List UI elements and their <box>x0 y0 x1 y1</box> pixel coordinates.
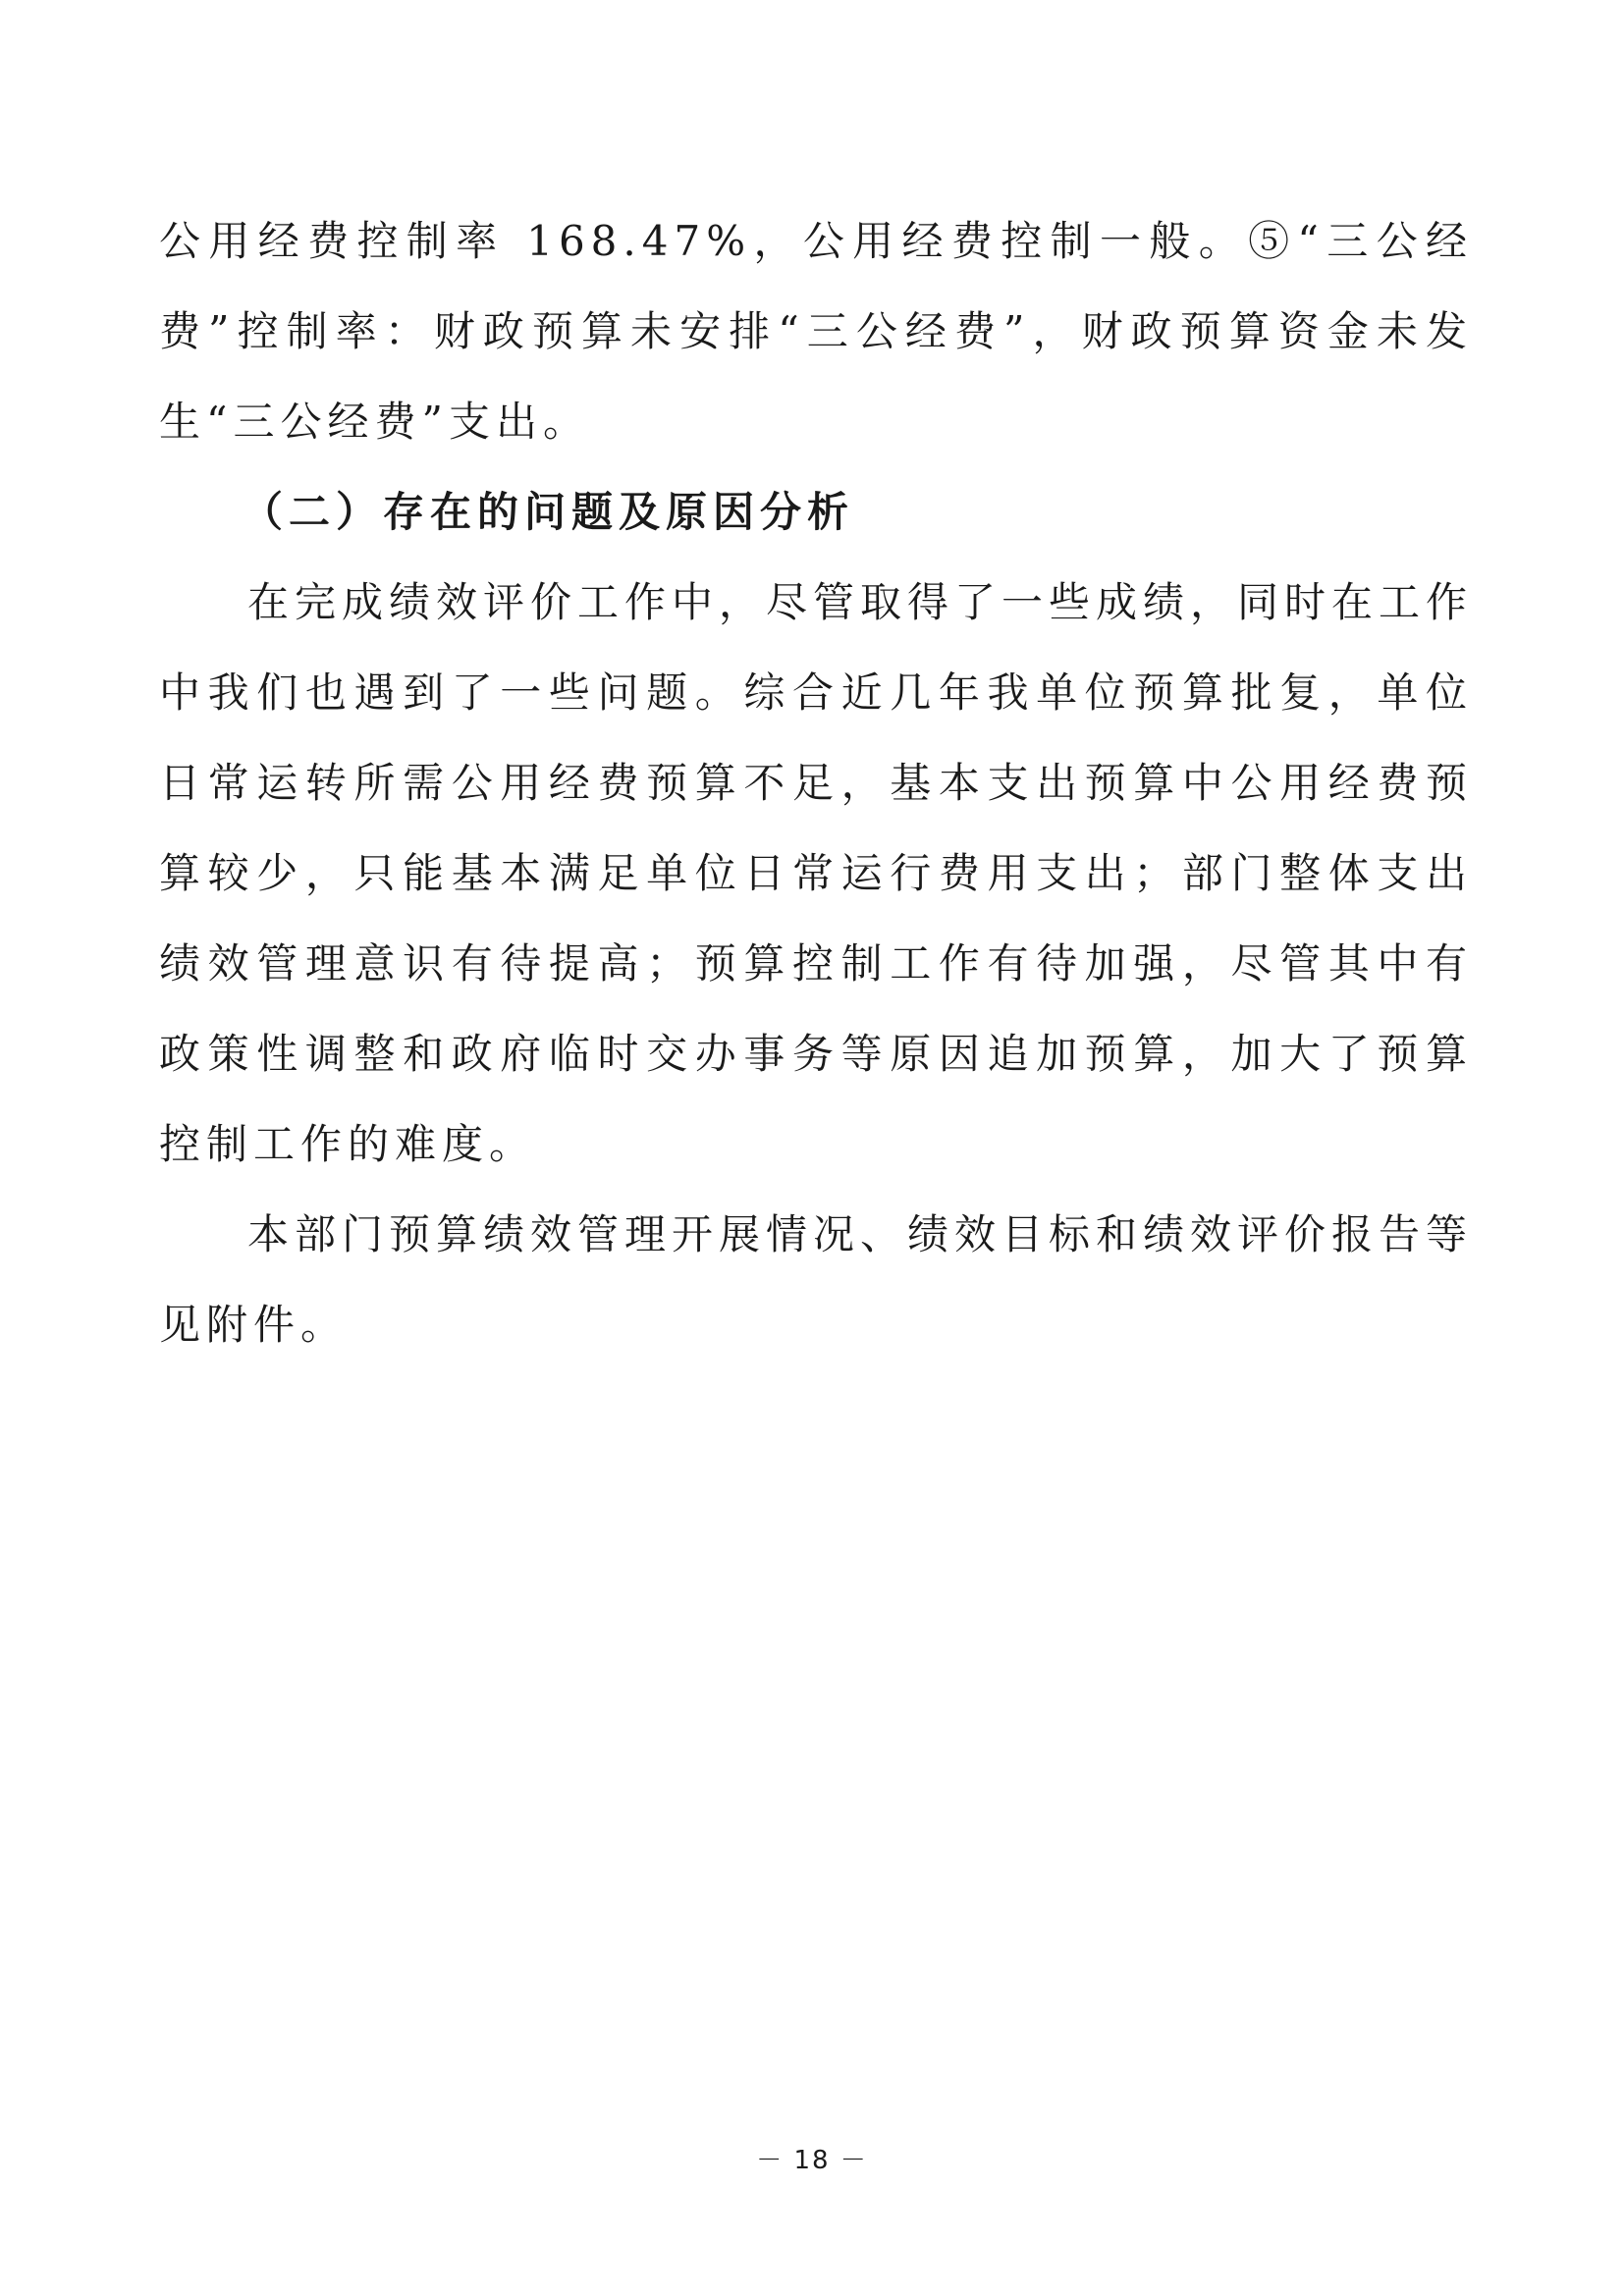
section-heading: （二）存在的问题及原因分析 <box>242 488 855 536</box>
paragraph-continuation: 公用经费控制率 168.47%，公用经费控制一般。⑤“三公经费”控制率：财政预算未安排“三公经费”，财政预算资金未发生“三公经费”支出。 <box>159 217 1473 446</box>
document-body <box>159 196 1473 1370</box>
paragraph-problems: 在完成绩效评价工作中，尽管取得了一些成绩，同时在工作中我们也遇到了一些问题。综合近几年我单位预算批复，单位日常运转所需公用经费预算不足，基本支出预算中公用经费预算较少，只能基本满足单位日常运行费用支出；部门整体支出绩效管理意识有待提高；预算控制工作有待加强，尽管其中有政策性调整和政府临时交办事务等原因追加预算，加大了预算控制工作的难度。 <box>159 578 1474 1168</box>
page-number: － 18 － <box>756 2146 868 2175</box>
paragraph-attachment-note: 本部门预算绩效管理开展情况、绩效目标和绩效评价报告等见附件。 <box>159 1210 1474 1349</box>
